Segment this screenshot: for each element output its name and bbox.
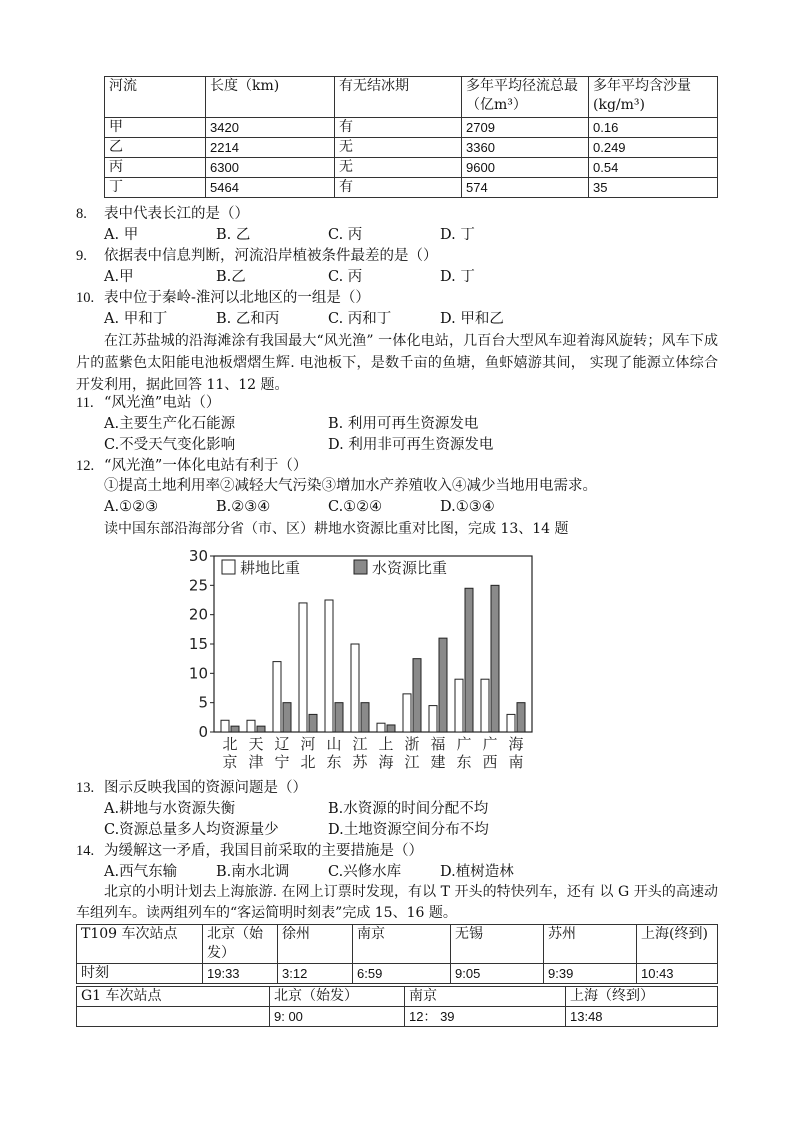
- passage-chart-intro: 读中国东部沿海部分省（市、区）耕地水资源比重对比图，完成 13、14 题: [104, 521, 569, 537]
- river-cell: 甲: [105, 118, 206, 138]
- question-13: [76, 778, 307, 798]
- option-a[interactable]: A.主要生产化石能源: [104, 416, 236, 432]
- option-b[interactable]: B. 乙和丙: [216, 311, 280, 327]
- question-8: [76, 204, 249, 224]
- timetable-cell: 12： 39: [405, 1007, 566, 1027]
- x-tick-label-top: 上: [378, 735, 394, 753]
- bar-cultivated: [403, 694, 411, 732]
- question-14: [76, 841, 423, 861]
- y-tick-label: 10: [188, 664, 208, 683]
- x-tick-label-bottom: 西: [482, 753, 498, 771]
- bar-cultivated: [455, 679, 463, 732]
- river-table-header: [105, 77, 718, 118]
- x-tick-label-top: 广: [456, 735, 472, 753]
- x-tick-label-top: 北: [222, 735, 238, 753]
- bar-water: [517, 703, 525, 732]
- river-header-runoff: 多年平均径流总最（亿m³）: [462, 77, 589, 118]
- option-b[interactable]: B.②③④: [216, 499, 271, 515]
- timetable-cell: 9:05: [451, 964, 544, 984]
- y-tick-label: 15: [188, 635, 208, 653]
- timetable-cell: 上海(终到): [637, 925, 718, 964]
- y-tick-label: 0: [198, 723, 208, 741]
- option-b[interactable]: B.南水北调: [216, 864, 290, 880]
- bar-cultivated: [507, 714, 515, 732]
- x-tick-label-bottom: 东: [456, 753, 472, 771]
- question-text: “风光渔”一体化电站有利于（）: [104, 458, 308, 474]
- table-row: [77, 987, 718, 1007]
- river-cell: 丁: [105, 178, 206, 198]
- option-a[interactable]: A. 甲和丁: [104, 311, 168, 327]
- river-cell: 有: [335, 118, 462, 138]
- bar-cultivated: [325, 600, 333, 732]
- question-text: 依据表中信息判断，河流沿岸植被条件最差的是（）: [104, 248, 438, 264]
- question-text: 表中代表长江的是（）: [104, 206, 249, 222]
- timetable-cell: 南京: [405, 987, 566, 1007]
- option-d[interactable]: D. 丁: [440, 269, 475, 285]
- question-text: 图示反映我国的资源问题是（）: [104, 780, 307, 796]
- option-c[interactable]: C.不受天气变化影响: [104, 437, 236, 453]
- option-a[interactable]: A.甲: [104, 269, 134, 285]
- river-header-length: 长度（km): [206, 77, 335, 118]
- option-b[interactable]: B. 利用可再生资源发电: [328, 416, 479, 432]
- timetable-cell: [77, 1007, 270, 1027]
- table-row: [77, 925, 718, 964]
- river-cell: 3420: [206, 118, 335, 138]
- x-tick-label-bottom: 北: [300, 753, 316, 771]
- river-cell: 2214: [206, 138, 335, 158]
- river-cell: 丙: [105, 158, 206, 178]
- bar-water: [361, 703, 369, 732]
- x-tick-label-bottom: 南: [508, 753, 524, 771]
- option-b[interactable]: B.乙: [216, 269, 246, 285]
- river-cell: 0.54: [589, 158, 718, 178]
- river-cell: 2709: [462, 118, 589, 138]
- bar-water: [387, 725, 395, 732]
- bar-water: [335, 703, 343, 732]
- table-row: [77, 1007, 718, 1027]
- bar-water: [465, 588, 473, 732]
- river-cell: 0.249: [589, 138, 718, 158]
- legend-swatch-cultivated: [222, 560, 235, 574]
- river-cell: 有: [335, 178, 462, 198]
- question-12: [76, 456, 307, 476]
- question-number: 9.: [76, 248, 87, 264]
- bar-water: [491, 585, 499, 732]
- x-tick-label-bottom: 江: [404, 753, 420, 771]
- timetable-cell: G1 车次站点: [77, 987, 270, 1007]
- x-tick-label-bottom: 建: [430, 753, 446, 771]
- timetable-cell: 9: 00: [270, 1007, 405, 1027]
- timetable-cell: 时刻: [77, 964, 203, 984]
- x-tick-label-bottom: 海: [378, 753, 394, 771]
- x-tick-label-top: 福: [430, 735, 446, 753]
- bar-cultivated: [221, 720, 229, 732]
- river-header-sediment: 多年平均含沙量(kg/m³): [589, 77, 718, 118]
- timetable-cell: 19:33: [203, 964, 278, 984]
- x-tick-label-bottom: 东: [326, 753, 342, 771]
- question-10: [76, 288, 370, 308]
- x-tick-label-top: 天: [248, 735, 264, 753]
- resource-bar-chart: [186, 546, 536, 776]
- timetable-cell: 上海（终到）: [566, 987, 718, 1007]
- table-row: [105, 158, 718, 178]
- x-tick-label-top: 广: [482, 735, 498, 753]
- question-text: 为缓解这一矛盾，我国目前采取的主要措施是（）: [104, 843, 423, 859]
- option-a[interactable]: A. 甲: [104, 227, 139, 243]
- question-number: 8.: [76, 206, 87, 222]
- passage-train-intro: 北京的小明计划去上海旅游. 在网上订票时发现，有以 T 开头的特快列车，还有 以 G 开头的高速动车组列车。读两组列车的“客运简明时刻表”完成 15、16 题。: [76, 884, 718, 921]
- bar-cultivated: [273, 662, 281, 732]
- bar-cultivated: [481, 679, 489, 732]
- question-11: [76, 393, 220, 413]
- y-tick-label: 25: [188, 576, 208, 595]
- river-cell: 乙: [105, 138, 206, 158]
- legend-swatch-water: [354, 560, 367, 574]
- x-tick-label-top: 江: [352, 735, 368, 753]
- bar-cultivated: [299, 603, 307, 732]
- river-cell: 574: [462, 178, 589, 198]
- river-cell: 6300: [206, 158, 335, 178]
- option-c[interactable]: C. 丙: [328, 227, 363, 243]
- timetable-cell: 苏州: [544, 925, 637, 964]
- option-d[interactable]: D.植树造林: [440, 864, 514, 880]
- bar-cultivated: [429, 706, 437, 732]
- river-cell: 无: [335, 158, 462, 178]
- option-a[interactable]: A.①②③: [104, 499, 159, 515]
- timetable-cell: T109 车次站点: [77, 925, 203, 964]
- table-row: [105, 178, 718, 198]
- bar-cultivated: [247, 720, 255, 732]
- option-c[interactable]: C.①②④: [328, 499, 383, 515]
- timetable-cell: 9:39: [544, 964, 637, 984]
- y-tick-label: 20: [188, 605, 208, 624]
- river-cell: 9600: [462, 158, 589, 178]
- timetable-cell: 10:43: [637, 964, 718, 984]
- question-text: 表中位于秦岭-淮河以北地区的一组是（）: [104, 290, 370, 306]
- option-d[interactable]: D.土地资源空间分布不均: [328, 822, 489, 838]
- question-number: 11.: [76, 395, 94, 411]
- table-row: [105, 118, 718, 138]
- y-tick-label: 5: [198, 693, 208, 712]
- question-number: 13.: [76, 780, 95, 796]
- question-12-statements: ①提高土地利用率②减轻大气污染③增加水产养殖收入④减少当地用电需求。: [104, 478, 597, 494]
- question-text: “风光渔”电站（）: [104, 395, 221, 411]
- bar-water: [283, 703, 291, 732]
- question-number: 10.: [76, 290, 95, 306]
- timetable-cell: 徐州: [278, 925, 353, 964]
- x-tick-label-bottom: 宁: [274, 753, 290, 771]
- x-tick-label-bottom: 京: [222, 753, 238, 771]
- x-tick-label-top: 海: [508, 735, 524, 753]
- t109-timetable: [76, 924, 718, 984]
- option-c[interactable]: C.兴修水库: [328, 864, 402, 880]
- x-tick-label-bottom: 津: [248, 753, 264, 771]
- question-number: 14.: [76, 843, 95, 859]
- timetable-cell: 13:48: [566, 1007, 718, 1027]
- option-c[interactable]: C.资源总量多人均资源量少: [104, 822, 279, 838]
- river-cell: 5464: [206, 178, 335, 198]
- legend-label-cultivated: 耕地比重: [240, 559, 301, 577]
- bar-water: [413, 659, 421, 732]
- x-tick-label-top: 河: [300, 735, 316, 753]
- river-cell: 3360: [462, 138, 589, 158]
- option-a[interactable]: A.西气东输: [104, 864, 178, 880]
- bar-water: [439, 638, 447, 732]
- g1-timetable: [76, 986, 718, 1027]
- table-row: [105, 138, 718, 158]
- question-9: [76, 246, 438, 266]
- option-d[interactable]: D. 丁: [440, 227, 475, 243]
- passage-wind-solar-fish: 在江苏盐城的沿海滩涂有我国最大“风光渔” 一体化电站，几百台大型风车迎着海风旋转；风车下成片的蓝紫色太阳能电池板熠熠生辉. 电池板下，是数千亩的鱼塘，鱼虾嬉游其间， 实现了能源立体综合开发利用，据此回答 11、12 题。: [76, 333, 718, 393]
- river-cell: 0.16: [589, 118, 718, 138]
- legend-label-water: 水资源比重: [372, 559, 448, 577]
- x-tick-label-top: 辽: [274, 735, 290, 753]
- option-d[interactable]: D.①③④: [440, 499, 495, 515]
- x-tick-label-top: 浙: [404, 735, 420, 753]
- timetable-cell: 北京（始发）: [203, 925, 278, 964]
- option-b[interactable]: B.水资源的时间分配不均: [328, 801, 489, 817]
- river-header-name: 河流: [105, 77, 206, 118]
- option-a[interactable]: A.耕地与水资源失衡: [104, 801, 236, 817]
- river-table: [104, 76, 718, 198]
- river-cell: 无: [335, 138, 462, 158]
- timetable-cell: 北京（始发）: [270, 987, 405, 1007]
- bar-water: [257, 726, 265, 732]
- river-cell: 35: [589, 178, 718, 198]
- option-c[interactable]: C. 丙和丁: [328, 311, 392, 327]
- bar-cultivated: [351, 644, 359, 732]
- y-tick-label: 30: [188, 547, 208, 565]
- option-b[interactable]: B. 乙: [216, 227, 251, 243]
- timetable-cell: 6:59: [353, 964, 451, 984]
- river-header-ice: 有无结冰期: [335, 77, 462, 118]
- table-row: [77, 964, 718, 984]
- x-tick-label-bottom: 苏: [352, 753, 368, 771]
- option-d[interactable]: D. 利用非可再生资源发电: [328, 437, 494, 453]
- option-c[interactable]: C. 丙: [328, 269, 363, 285]
- option-d[interactable]: D. 甲和乙: [440, 311, 504, 327]
- bar-cultivated: [377, 723, 385, 732]
- bar-water: [309, 714, 317, 732]
- question-number: 12.: [76, 458, 95, 474]
- timetable-cell: 南京: [353, 925, 451, 964]
- bar-water: [231, 726, 239, 732]
- timetable-cell: 无锡: [451, 925, 544, 964]
- x-tick-label-top: 山: [326, 735, 342, 753]
- timetable-cell: 3:12: [278, 964, 353, 984]
